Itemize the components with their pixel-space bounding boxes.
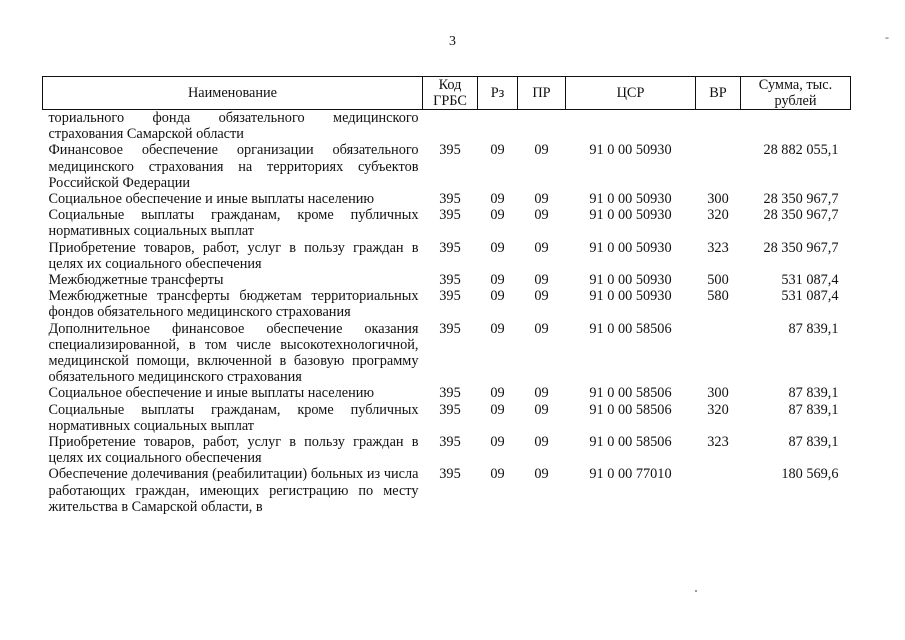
cell-vr: 300 [707,191,729,208]
table-row [43,288,851,320]
cell-grbs: 395 [439,320,461,337]
cell-vr: 320 [707,207,729,224]
cell-pr: 09 [534,401,549,418]
header-sum: Сумма, тыс. рублей [741,77,851,110]
cell-grbs: 395 [439,401,461,418]
cell-sum: 28 882 055,1 [763,142,839,159]
table-row [43,240,851,272]
cell-rz: 09 [490,385,505,402]
table-row [43,110,851,143]
table-row [43,385,851,401]
table-row [43,321,851,386]
cell-name: Социальные выплаты гражданам, кроме публичных нормативных социальных выплат [48,401,419,434]
table-body [43,110,851,516]
header-grbs: Код ГРБС [423,77,478,110]
table-row [43,402,851,434]
cell-vr: 320 [707,401,729,418]
cell-csr: 91 0 00 50930 [589,272,672,289]
cell-name: Обеспечение долечивания (реабилитации) больных из числа работающих граждан, имеющих регистрацию по месту жительства в Самарской области, в [48,466,419,515]
cell-sum [741,110,851,143]
cell-sum: 28 350 967,7 [763,207,839,224]
table-row [43,191,851,207]
cell-rz: 09 [490,191,505,208]
cell-name: Приобретение товаров, работ, услуг в пользу граждан в целях их социального обеспечения [48,239,419,272]
cell-csr: 91 0 00 77010 [589,466,672,483]
cell-pr: 09 [534,239,549,256]
cell-csr: 91 0 00 58506 [589,385,672,402]
cell-vr: 500 [707,272,729,289]
cell-csr: 91 0 00 50930 [589,142,672,159]
cell-vr [696,142,741,191]
cell-vr: 323 [707,239,729,256]
cell-name: Дополнительное финансовое обеспечение оказания специализированной, в том числе высокотехнологичной, медицинской помощи, включенной в базовую программу обязательного медицинского страхования [48,320,419,386]
cell-pr: 09 [534,272,549,289]
cell-vr [696,466,741,515]
cell-csr [566,110,696,143]
cell-rz: 09 [490,239,505,256]
cell-grbs: 395 [439,207,461,224]
cell-grbs: 395 [439,142,461,159]
cell-pr: 09 [534,466,549,483]
cell-name: Финансовое обеспечение организации обязательного медицинского страхования на территориях субъектов Российской Федерации [48,142,419,191]
cell-rz [478,110,518,143]
cell-name: Социальные выплаты гражданам, кроме публичных нормативных социальных выплат [48,207,419,240]
cell-sum: 87 839,1 [788,385,839,402]
table-row [43,142,851,191]
cell-grbs: 395 [439,466,461,483]
cell-pr: 09 [534,191,549,208]
cell-rz: 09 [490,320,505,337]
table-header [43,77,851,110]
cell-pr: 09 [534,288,549,305]
cell-rz: 09 [490,434,505,451]
cell-sum: 531 087,4 [781,272,839,289]
table-row [43,466,851,515]
cell-sum: 87 839,1 [788,401,839,418]
cell-pr: 09 [534,434,549,451]
cell-csr: 91 0 00 58506 [589,434,672,451]
cell-csr: 91 0 00 50930 [589,191,672,208]
cell-vr: 323 [707,434,729,451]
cell-grbs: 395 [439,385,461,402]
header-rz: Рз [478,77,518,110]
cell-csr: 91 0 00 50930 [589,288,672,305]
header-vr: ВР [696,77,741,110]
header-row [43,77,851,110]
cell-rz: 09 [490,466,505,483]
cell-pr [518,110,566,143]
cell-csr: 91 0 00 58506 [589,401,672,418]
cell-rz: 09 [490,401,505,418]
cell-pr: 09 [534,320,549,337]
scan-artifact-dot [695,590,697,592]
table-row [43,272,851,288]
cell-vr [696,321,741,386]
cell-name: Социальное обеспечение и иные выплаты населению [48,191,375,208]
cell-vr: 580 [707,288,729,305]
cell-grbs: 395 [439,434,461,451]
cell-grbs: 395 [439,288,461,305]
cell-grbs: 395 [439,191,461,208]
cell-sum: 87 839,1 [788,320,839,337]
cell-csr: 91 0 00 58506 [589,320,672,337]
cell-pr: 09 [534,207,549,224]
header-name: Наименование [43,77,423,110]
cell-rz: 09 [490,207,505,224]
cell-sum: 180 569,6 [781,466,839,483]
cell-sum: 87 839,1 [788,434,839,451]
cell-csr: 91 0 00 50930 [589,239,672,256]
cell-grbs: 395 [439,272,461,289]
cell-name: Межбюджетные трансферты бюджетам территориальных фондов обязательного медицинского страхования [48,288,419,321]
cell-name: Межбюджетные трансферты [48,272,224,289]
table-row [43,434,851,466]
cell-rz: 09 [490,288,505,305]
cell-rz: 09 [490,272,505,289]
cell-vr [696,110,741,143]
cell-pr: 09 [534,385,549,402]
cell-name: ториального фонда обязательного медицинского страхования Самарской области [48,110,419,143]
cell-sum: 531 087,4 [781,288,839,305]
page-number: 3 [449,34,456,49]
cell-rz: 09 [490,142,505,159]
cell-grbs: 395 [439,239,461,256]
header-csr: ЦСР [566,77,696,110]
budget-table [42,76,851,515]
cell-name: Приобретение товаров, работ, услуг в пользу граждан в целях их социального обеспечения [48,434,419,467]
cell-name: Социальное обеспечение и иные выплаты населению [48,385,375,402]
cell-grbs [423,110,478,143]
header-pr: ПР [518,77,566,110]
cell-sum: 28 350 967,7 [763,191,839,208]
margin-mark: - [885,30,889,44]
cell-csr: 91 0 00 50930 [589,207,672,224]
cell-sum: 28 350 967,7 [763,239,839,256]
table-row [43,207,851,239]
cell-pr: 09 [534,142,549,159]
cell-vr: 300 [707,385,729,402]
